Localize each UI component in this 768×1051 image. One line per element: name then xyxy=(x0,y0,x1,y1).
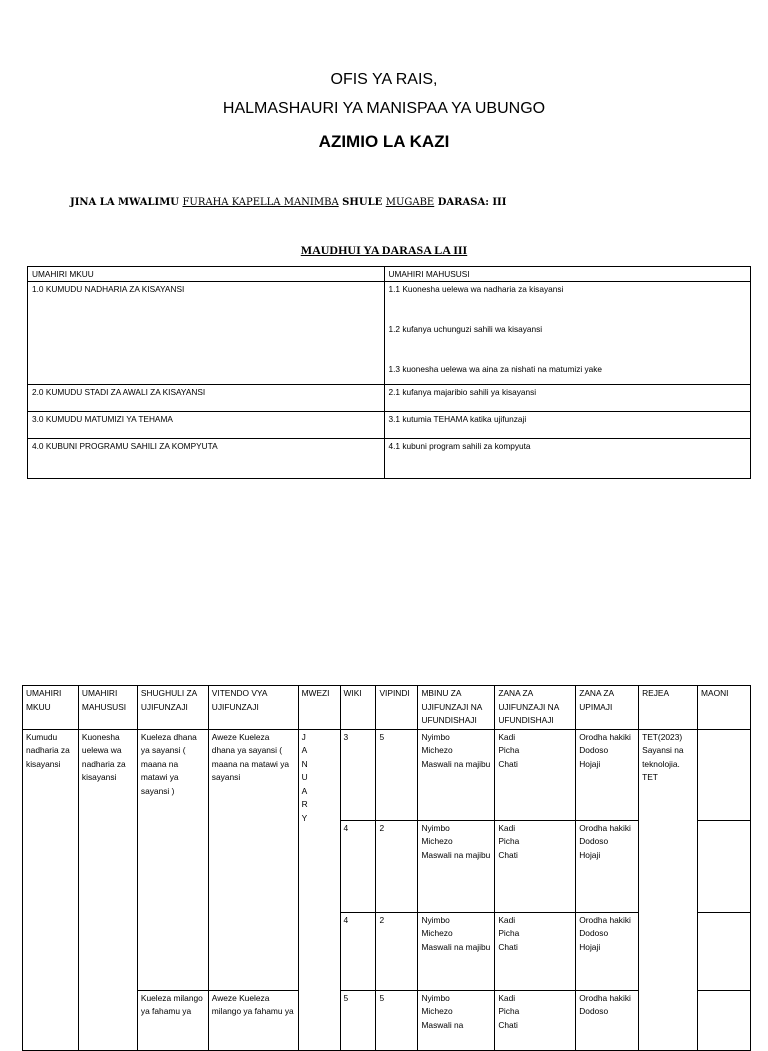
table-row xyxy=(28,385,751,412)
month-letter: A xyxy=(301,785,308,796)
teacher-label: JINA LA MWALIMU xyxy=(70,197,179,208)
specific-item: 1.3 kuonesha uelewa wa aina za nishati na matumizi yake xyxy=(388,364,603,374)
assessment-cell xyxy=(576,729,639,820)
tool-item: Kadi xyxy=(498,992,516,1003)
methods-cell xyxy=(418,912,495,990)
tool-item: Chati xyxy=(498,758,518,769)
specific-competence-cell: 2.1 kufanya majaribio sahili ya kisayansi xyxy=(384,385,751,412)
class-label: DARASA: III xyxy=(437,197,507,208)
header-cell: VIPINDI xyxy=(376,686,418,730)
assessment-item: Orodha hakiki xyxy=(579,914,631,925)
remarks-cell xyxy=(698,990,751,1050)
method-item: Michezo xyxy=(421,928,453,938)
tool-item: Kadi xyxy=(498,914,516,925)
methods-cell xyxy=(418,729,495,820)
main-competence-cell: Kumudu nadharia za kisayansi xyxy=(23,729,79,1050)
assessment-cell xyxy=(576,912,639,990)
month-cell xyxy=(298,729,340,1050)
tool-item: Picha xyxy=(498,836,520,846)
tool-item: Chati xyxy=(498,941,518,952)
week-cell: 5 xyxy=(340,990,376,1050)
office-title: OFIS YA RAIS, xyxy=(330,71,438,88)
assessment-item: Dodoso xyxy=(579,836,609,846)
tools-cell xyxy=(495,912,576,990)
teacher-info-line xyxy=(70,197,506,208)
month-letter: Y xyxy=(301,812,308,823)
assessment-item: Orodha hakiki xyxy=(579,822,631,833)
header-cell: UMAHIRI MKUU xyxy=(23,686,79,730)
assessment-item: Orodha hakiki xyxy=(579,731,631,742)
assessment-cell xyxy=(576,990,639,1050)
method-item: Maswali na xyxy=(421,1019,464,1030)
main-competence-cell: 3.0 KUMUDU MATUMIZI YA TEHAMA xyxy=(28,412,385,439)
assessment-item: Hojaji xyxy=(579,758,601,769)
teacher-name: FURAHA KAPELLA MANIMBA xyxy=(182,197,339,208)
method-item: Nyimbo xyxy=(421,822,450,833)
specific-item: 1.1 Kuonesha uelewa wa nadharia za kisayansi xyxy=(388,284,564,294)
week-cell: 4 xyxy=(340,820,376,912)
method-item: Michezo xyxy=(421,745,453,755)
header-cell: UMAHIRI MAHUSUSI xyxy=(384,267,751,282)
table-row xyxy=(28,439,751,479)
municipal-title: HALMASHAURI YA MANISPAA YA UBUNGO xyxy=(222,100,546,117)
header-cell: MBINU ZA UJIFUNZAJI NA UFUNDISHAJI xyxy=(418,686,495,730)
assessment-item: Hojaji xyxy=(579,941,601,952)
tools-cell xyxy=(495,990,576,1050)
specific-competence-cell: 3.1 kutumia TEHAMA katika ujifunzaji xyxy=(384,412,751,439)
week-cell: 4 xyxy=(340,912,376,990)
table-header-row xyxy=(23,686,751,730)
activity-cell: Kueleza milango ya fahamu ya xyxy=(137,990,208,1050)
tools-cell xyxy=(495,820,576,912)
assessment-item: Dodoso xyxy=(579,928,609,938)
header-cell: ZANA ZA UJIFUNZAJI NA UFUNDISHAJI xyxy=(495,686,576,730)
reference-cell: TET(2023) Sayansi na teknolojia. TET xyxy=(639,729,698,1050)
assessment-item: Dodoso xyxy=(579,1006,609,1016)
periods-cell: 5 xyxy=(376,990,418,1050)
header-cell: MWEZI xyxy=(298,686,340,730)
periods-cell: 2 xyxy=(376,912,418,990)
specific-competence-cell: Kuonesha uelewa wa nadharia za kisayansi xyxy=(78,729,137,1050)
method-item: Michezo xyxy=(421,836,453,846)
action-cell: Aweze Kueleza milango ya fahamu ya xyxy=(208,990,298,1050)
tool-item: Picha xyxy=(498,745,520,755)
method-item: Maswali na majibu xyxy=(421,758,491,769)
header-cell: VITENDO VYA UJIFUNZAJI xyxy=(208,686,298,730)
method-item: Nyimbo xyxy=(421,914,450,925)
tool-item: Chati xyxy=(498,1019,518,1030)
tool-item: Kadi xyxy=(498,731,516,742)
table-row xyxy=(28,282,751,385)
method-item: Nyimbo xyxy=(421,992,450,1003)
header-cell: UMAHIRI MAHUSUSI xyxy=(78,686,137,730)
assessment-item: Dodoso xyxy=(579,745,609,755)
assessment-cell xyxy=(576,820,639,912)
specific-competence-cell xyxy=(384,282,751,385)
tool-item: Picha xyxy=(498,928,520,938)
main-competence-cell: 2.0 KUMUDU STADI ZA AWALI ZA KISAYANSI xyxy=(28,385,385,412)
month-letter: N xyxy=(301,758,308,769)
header-cell: UMAHIRI MKUU xyxy=(28,267,385,282)
action-cell: Aweze Kueleza dhana ya sayansi ( maana na matawi ya sayansi xyxy=(208,729,298,990)
month-letter: U xyxy=(301,772,308,782)
header-cell: WIKI xyxy=(340,686,376,730)
method-item: Michezo xyxy=(421,1006,453,1016)
header-cell: SHUGHULI ZA UJIFUNZAJI xyxy=(137,686,208,730)
content-table xyxy=(27,266,751,479)
school-label: SHULE xyxy=(342,197,383,208)
method-item: Maswali na majibu xyxy=(421,941,491,952)
header-cell: ZANA ZA UPIMAJI xyxy=(576,686,639,730)
header-cell: REJEA xyxy=(639,686,698,730)
content-title: MAUDHUI YA DARASA LA III xyxy=(300,243,468,257)
school-name: MUGABE xyxy=(385,197,435,208)
method-item: Nyimbo xyxy=(421,731,450,742)
month-letter: R xyxy=(301,799,308,809)
assessment-item: Hojaji xyxy=(579,849,601,860)
tool-item: Chati xyxy=(498,849,518,860)
remarks-cell xyxy=(698,729,751,820)
table-header-row xyxy=(28,267,751,282)
tools-cell xyxy=(495,729,576,820)
scheme-of-work-table xyxy=(22,685,751,1051)
specific-competence-cell: 4.1 kubuni program sahili za kompyuta xyxy=(384,439,751,479)
periods-cell: 2 xyxy=(376,820,418,912)
document-title: AZIMIO LA KAZI xyxy=(318,132,450,151)
tool-item: Picha xyxy=(498,1006,520,1016)
remarks-cell xyxy=(698,820,751,912)
main-competence-cell: 4.0 KUBUNI PROGRAMU SAHILI ZA KOMPYUTA xyxy=(28,439,385,479)
assessment-item: Orodha hakiki xyxy=(579,992,631,1003)
methods-cell xyxy=(418,990,495,1050)
month-letter: A xyxy=(301,745,308,755)
method-item: Maswali na majibu xyxy=(421,849,491,860)
table-row xyxy=(28,412,751,439)
month-letter: J xyxy=(301,731,306,742)
header-cell: MAONI xyxy=(698,686,751,730)
table-row xyxy=(23,729,751,820)
methods-cell xyxy=(418,820,495,912)
tool-item: Kadi xyxy=(498,822,516,833)
week-cell: 3 xyxy=(340,729,376,820)
remarks-cell xyxy=(698,912,751,990)
periods-cell: 5 xyxy=(376,729,418,820)
main-competence-cell: 1.0 KUMUDU NADHARIA ZA KISAYANSI xyxy=(28,282,385,385)
specific-item: 1.2 kufanya uchunguzi sahili wa kisayansi xyxy=(388,324,543,334)
activity-cell: Kueleza dhana ya sayansi ( maana na matawi ya sayansi ) xyxy=(137,729,208,990)
